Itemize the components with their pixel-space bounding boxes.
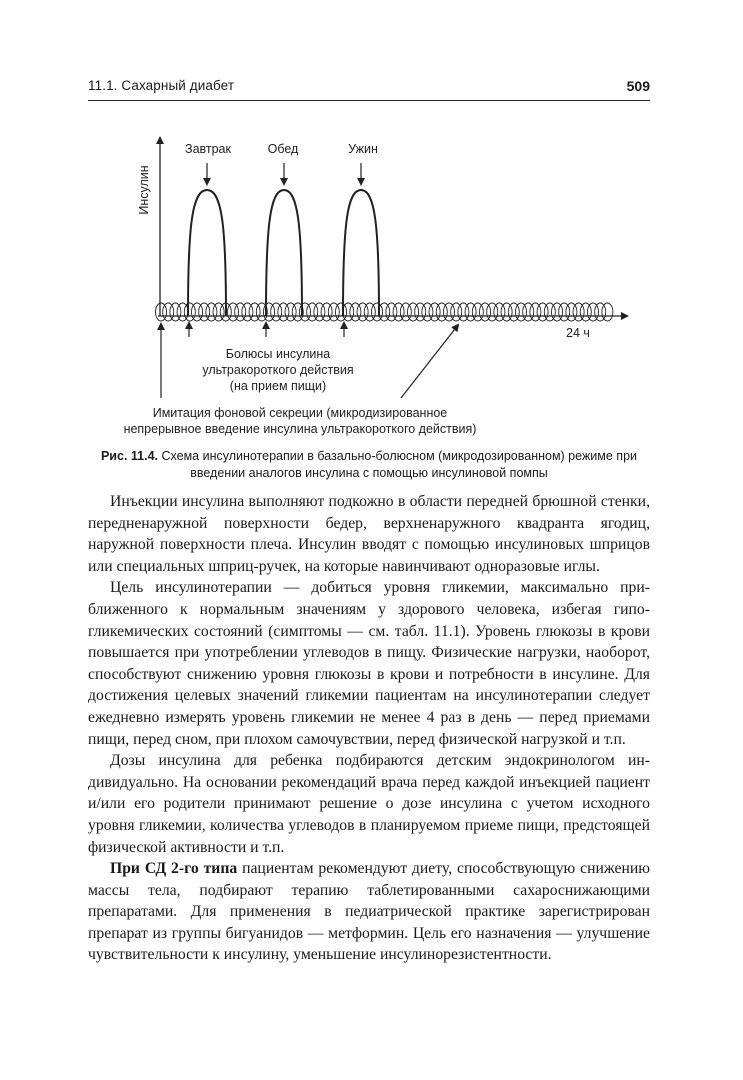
basal-loop bbox=[156, 303, 167, 321]
basal-loop bbox=[393, 303, 404, 321]
basal-loop bbox=[544, 303, 555, 321]
basal-loop bbox=[580, 303, 591, 321]
basal-loop bbox=[429, 303, 440, 321]
basal-loop bbox=[184, 303, 195, 321]
basal-loop bbox=[271, 303, 282, 321]
basal-label-line-2: непрерывное введение инсулина ультракороткого действия) bbox=[123, 422, 477, 436]
chapter-title: 11.1. Сахарный диабет bbox=[88, 78, 235, 93]
paragraph-4 bbox=[88, 858, 650, 966]
caption-number: Рис. 11.4. bbox=[100, 449, 158, 463]
bolus-label-line-1: Болюсы инсулина bbox=[225, 347, 331, 361]
paragraph-4-bold: При СД 2-го типа bbox=[110, 860, 238, 878]
basal-loop bbox=[192, 303, 203, 321]
basal-loop bbox=[602, 303, 613, 321]
basal-loop bbox=[408, 303, 419, 321]
basal-loop bbox=[343, 303, 354, 321]
body-text bbox=[88, 491, 650, 966]
paragraph-2: Цель инсулинотерапии — добиться уровня гликемии, максимально приближенного к нормальным значениям у здорового человека, избегая гипогликемических состояний (симптомы — см. табл. 11.1). Уровень глюкозы в крови повышается при употреблении углеводов в пищу. Физические нагрузки, наоборот, способствуют снижению уровня глюкозы в крови и потребности в инсулине. Для достижения целевых значений гликемии пациентам на инсулинотерапии следует ежедневно измерять уровень гликемии не менее 4 раз в день — перед приемами пищи, перед сном, при плохом самочувствии, перед физической нагрузкой и т.п. bbox=[88, 579, 650, 748]
basal-loop bbox=[379, 303, 390, 321]
basal-label-line-1: Имитация фоновой секреции (микродизированное bbox=[152, 406, 448, 420]
bolus-peak-dinner bbox=[343, 190, 379, 316]
basal-loop bbox=[566, 303, 577, 321]
basal-loop bbox=[307, 303, 318, 321]
meal-label-breakfast: Завтрак bbox=[185, 142, 231, 156]
basal-loop bbox=[552, 303, 563, 321]
basal-loop bbox=[170, 303, 181, 321]
basal-loop bbox=[321, 303, 332, 321]
basal-loop bbox=[436, 303, 447, 321]
basal-loop bbox=[487, 303, 498, 321]
basal-loop bbox=[472, 303, 483, 321]
basal-loop bbox=[530, 303, 541, 321]
basal-loop bbox=[249, 303, 260, 321]
basal-loop bbox=[163, 303, 174, 321]
basal-loop bbox=[523, 303, 534, 321]
basal-loop bbox=[228, 303, 239, 321]
basal-loop bbox=[422, 303, 433, 321]
basal-loop bbox=[199, 303, 210, 321]
basal-secretion-loops bbox=[156, 303, 613, 321]
y-axis-label: Инсулин bbox=[137, 165, 151, 215]
figure-caption bbox=[88, 448, 650, 482]
basal-loop bbox=[314, 303, 325, 321]
basal-loop bbox=[480, 303, 491, 321]
basal-loop bbox=[559, 303, 570, 321]
basal-loop bbox=[595, 303, 606, 321]
page-number: 509 bbox=[626, 78, 650, 94]
basal-loop bbox=[328, 303, 339, 321]
paragraph-1: Инъекции инсулина выполняют подкожно в области передней брюшной стенки, передненаружной поверхности бедер, верхненаружного квадранта ягодиц, наружной поверхности плеча. Инсулин вводят с помощью инсулиновых шприцов или специальных шприц-ручек, на которые навинчивают одноразовые иглы. bbox=[88, 493, 650, 575]
x-axis-label: 24 ч bbox=[566, 326, 590, 340]
basal-loop bbox=[458, 303, 469, 321]
basal-loop bbox=[350, 303, 361, 321]
basal-loop bbox=[494, 303, 505, 321]
paragraph-4-rest: пациентам рекомендуют диету, способствующую снижению массы тела, подбирают терапию таблетированными сахароснижающими препаратами. Для применения в педиатрической практике зарегистрирован препарат из группы бигуанидов — метформин. Цель его назначения — улучшение чувствительности к инсулину, уменьшение инсулинорезистентности. bbox=[88, 860, 650, 964]
basal-loop bbox=[177, 303, 188, 321]
basal-loop bbox=[451, 303, 462, 321]
bolus-label-line-3: (на прием пищи) bbox=[229, 379, 327, 393]
bolus-label-line-2: ультракороткого действия bbox=[202, 363, 354, 377]
meal-label-dinner: Ужин bbox=[348, 142, 378, 156]
paragraph-3: Дозы инсулина для ребенка подбираются детским эндокринологом индивидуально. На основании рекомендаций врача перед каждой инъекцией пациент и/или его родители принимают решение о дозе инсулина с учетом исходного уровня гликемии, количества углеводов в планируемом приеме пищи, предстоящей физической активности и т.п. bbox=[88, 752, 650, 856]
basal-loop bbox=[278, 303, 289, 321]
insulin-pump-diagram bbox=[0, 0, 743, 445]
meal-label-lunch: Обед bbox=[267, 142, 299, 156]
basal-loop bbox=[235, 303, 246, 321]
basal-loop bbox=[372, 303, 383, 321]
basal-loop bbox=[386, 303, 397, 321]
basal-loop bbox=[336, 303, 347, 321]
caption-text: Схема инсулинотерапии в базально-болюсном (микродозированном) режиме при введении аналогов инсулина с помощью инсулиновой помпы bbox=[161, 449, 638, 480]
basal-loop bbox=[465, 303, 476, 321]
basal-loop bbox=[206, 303, 217, 321]
basal-loop bbox=[213, 303, 224, 321]
basal-loop bbox=[588, 303, 599, 321]
basal-loop bbox=[364, 303, 375, 321]
basal-loop bbox=[508, 303, 519, 321]
basal-loop bbox=[415, 303, 426, 321]
basal-loop bbox=[516, 303, 527, 321]
basal-loop bbox=[242, 303, 253, 321]
basal-loop bbox=[537, 303, 548, 321]
basal-loop bbox=[573, 303, 584, 321]
basal-loop bbox=[357, 303, 368, 321]
basal-arrow-loops bbox=[401, 325, 458, 398]
bolus-peak-lunch bbox=[266, 190, 302, 316]
basal-loop bbox=[400, 303, 411, 321]
basal-loop bbox=[285, 303, 296, 321]
basal-loop bbox=[501, 303, 512, 321]
bolus-peak-breakfast bbox=[188, 190, 226, 316]
basal-loop bbox=[444, 303, 455, 321]
